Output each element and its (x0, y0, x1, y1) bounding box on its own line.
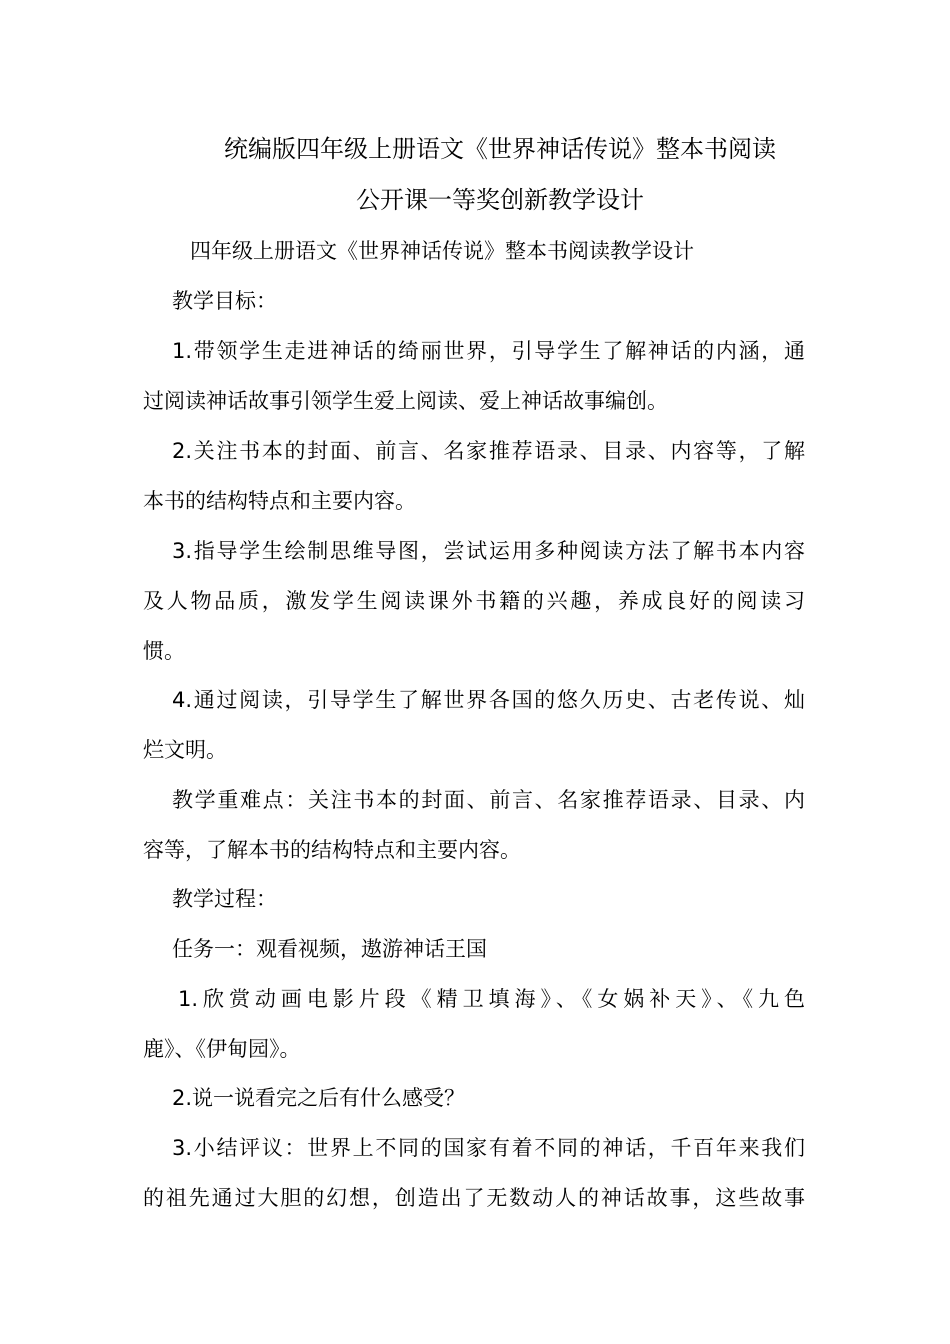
task-1-item-2: 2.说一说看完之后有什么感受？ (172, 1086, 466, 1110)
task-1-item-3-line-1: 3.小结评议：世界上不同的国家有着不同的神话，千百年来我们 (172, 1136, 805, 1160)
task-1-item-1-line-1: 1.欣赏动画电影片段《精卫填海》、《女娲补天》、《九色 (178, 987, 805, 1011)
goal-1-line-1: 1.带领学生走进神话的绮丽世界，引导学生了解神话的内涵，通 (172, 339, 805, 363)
task-1-heading: 任务一：观看视频，遨游神话王国 (172, 937, 487, 961)
goal-3-line-1: 3.指导学生绘制思维导图，尝试运用多种阅读方法了解书本内容 (172, 539, 805, 563)
document-title-line-1: 统编版四年级上册语文《世界神话传说》整本书阅读 (224, 135, 776, 163)
key-points-line-1: 教学重难点：关注书本的封面、前言、名家推荐语录、目录、内 (172, 788, 805, 812)
goal-1-line-2: 过阅读神话故事引领学生爱上阅读、爱上神话故事编创。 (143, 389, 668, 413)
goal-3-line-3: 惯。 (143, 639, 185, 663)
goal-2-line-1: 2.关注书本的封面、前言、名家推荐语录、目录、内容等，了解 (172, 439, 805, 463)
process-heading: 教学过程： (172, 887, 277, 911)
task-1-item-3-line-2: 的祖先通过大胆的幻想，创造出了无数动人的神话故事，这些故事 (143, 1186, 805, 1210)
task-1-item-1-line-2: 鹿》、《伊甸园》。 (143, 1037, 301, 1061)
goal-3-line-2: 及人物品质，激发学生阅读课外书籍的兴趣，养成良好的阅读习 (143, 589, 805, 613)
goal-4-line-1: 4.通过阅读，引导学生了解世界各国的悠久历史、古老传说、灿 (172, 688, 805, 712)
document-subtitle: 四年级上册语文《世界神话传说》整本书阅读教学设计 (190, 239, 694, 263)
goal-2-line-2: 本书的结构特点和主要内容。 (143, 489, 416, 513)
key-points-line-2: 容等，了解本书的结构特点和主要内容。 (143, 838, 521, 862)
goals-heading: 教学目标： (172, 289, 277, 313)
goal-4-line-2: 烂文明。 (143, 738, 227, 762)
document-title-line-2: 公开课一等奖创新教学设计 (356, 186, 644, 214)
